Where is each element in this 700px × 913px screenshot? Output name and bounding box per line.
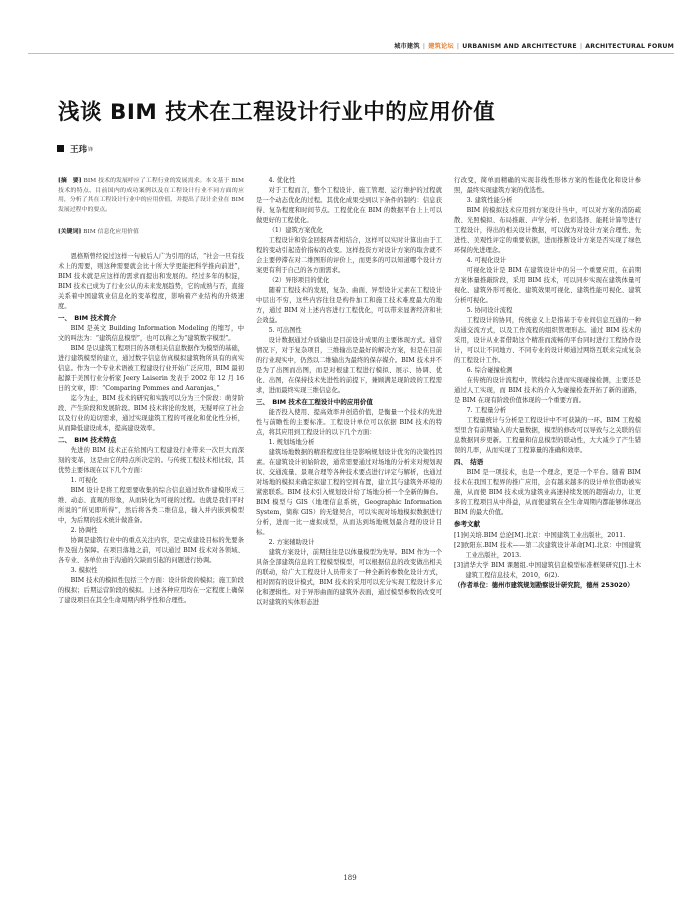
paragraph: 可视化设计是 BIM 在建筑设计中的另一个重要应用，在前期方案体量推敲阶段，采用 BIM 技术，可以同步实现在建筑体量可视化、建筑外形可视化、建筑效果可视化、建筑性能可视化、建筑分析可视化。 (454, 267, 641, 304)
subheading: 3. 建筑性能分析 (466, 197, 513, 204)
section-heading-2: 二、 BIM 技术特点 (58, 435, 117, 444)
paragraph: 工程设计的协同，传统意义上是指基于专业间信息互通的一种沟通交流方式，以及工作流程的组织管理形态。通过 BIM 技术的采用，设计从业者借助这个精准而流畅的平台同时进行工程协作设计，可以让不同地方、不同专业的设计师通过网络互联来完成复杂的工程设计工作。 (454, 317, 641, 364)
paragraph: 在传统的设计流程中，管线综合进而实现碰撞检测，主要还是通过人工实现，而 BIM 技术的介入为碰撞检查开拓了新的道路，是 BIM 在现有阶段价值体现的一个重要方面。 (454, 377, 641, 404)
reference-item: [3]清华大学 BIM 课题组.中国建筑信息模型标准框架研究[J].土木建筑工程信息技术，2010，6(2). (454, 561, 641, 579)
paragraph: 工程设计和资金回报两者相结合，这样可以实时计算出由于工程的变动引起造价指标的改变。这样投资方对设计方案的取舍就不会主要停滞在对二维图形的评价上，而更多的可以知道哪个设计方案更有利于自己的各方面需求。 (256, 237, 442, 274)
header-divider (28, 53, 674, 54)
subheading: （1）建筑方案优化 (268, 227, 323, 234)
paragraph: 设计数据通过介质输出是目前设计成果的主要体现方式。通常情况下，对于复杂项目，三维输出是最好的解决方案，但是在目前的行业现实中，仍然以二维输出为最终的保存媒介。BIM 技术并不是为了出图而出图，而是对根建工程进行模拟、展示、协调、优化、出图，在保持技术先进性的前提下，兼顾满足现阶段的工程需求，进而最终实现三维信息化。 (256, 337, 442, 394)
abstract: [摘 要] BIM 技术的发展呼应了工程行业的发展需求。本文基于 BIM 技术的特点、目前国内的成功案例以及在工程设计行业不同方面的应用，分析了其在工程设计行业中的应用价值，并提出了设计企业在 BIM 发展过程中的要点。 (58, 177, 244, 213)
intro-paragraph: 恩格斯曾经说过这样一句被后人广为引用的话，“社会一旦有技术上的需要，则这种需要就会比十所大学更能把科学推向前进”，BIM 技术就是应这样的需求而提出和发展的。经过多年的积淀，BIM 技术已成为了行业公认的未来发展趋势，它的成熟与否，直接关系着中国建筑业信息化的变革程度，影响着产业结构的升级速度。 (58, 252, 244, 310)
paragraph: BIM 是一项技术，也是一个理念，更是一个平台。随着 BIM 技术在我国工程界的推广应用，会有越来越多的设计单位借助被实施，从而使 BIM 技术成为建筑业高速持续发展的超强动力，让更多的工程项目从中得益，从而使建筑在全生命周期内都能够体现出 BIM 的最大价值。 (454, 469, 641, 517)
reference-item: [2]欧阳东.BIM 技术——第二次建筑设计革命[M].北京：中国建筑工业出版社，2013. (454, 541, 641, 559)
author-note: 锋 (88, 147, 94, 153)
section-heading-3: 三、 BIM 技术在工程设计中的应用价值 (256, 398, 373, 406)
paragraph: 建筑方案设计，前期往往是以体量模型为先导。BIM 作为一个具备全部建筑信息的工程模型模型，可以根据信息的改变做出相关的联动，给广大工程设计人员带来了一种全新的参数化设计方式，相对固有的设计模式，BIM 技术的采用可以充分实现工程设计多元化和逻辑性。对于异形曲面的建筑外表面，通过模型参数的改变可以对建筑的实体形态进 (256, 549, 442, 607)
paragraph: 协调是建筑行业中的重点关注内容，是完成建设目标的先要条件及强力保障。在项目落地之前，可以通过 BIM 技术对各领域、各专业、各单位由于沟通的欠缺而引起的问题进行协调。 (58, 537, 244, 565)
paragraph: BIM 的模拟技术应用到方案设计当中，可以对方案的消防疏散、光照模拟、布局推敲、声学分析、色彩选择、能耗计算等进行工程设计，得出的相关设计数据，可以做为对设计方案合理性、先进性、美观性评定的重要依据，进而推断设计方案是否实现了绿色环保的先进理念。 (454, 207, 641, 254)
page-number: 189 (343, 874, 357, 882)
paragraph: BIM 是英文 Building Information Modeling 的缩写，中文的叫法为：“建筑信息模型”，也可以称之为“建筑数字模型”。 (58, 324, 244, 342)
column-1 (58, 176, 244, 606)
journal-header: 城市建筑 | 建筑论坛 | URBANISM AND ARCHITECTURE | ARCHITECTURAL FORUM (394, 43, 674, 50)
paragraph: 建筑场地数据的精准程度往往是影响规划设计优劣的决策性因素。在建筑设计初始阶段，通常需要通过对场地的分析来对规划现状、交通流量、景观合理等各种技术要点进行评定与解析，也通过对场地的模拟来确定拟建工程的空间布置，建立其与建筑外环境的紧密联系。BIM 技术引入规划设计给了场地分析一个全新的舞台。BIM 模型与 GIS（地理信息系统，Geographic Information System，简称 GIS）的无缝契合，可以实现对场地模拟数据进行分析，进而一比一虚拟成型，从而达到场地规划最合理的设计目标。 (256, 449, 442, 537)
paragraph: BIM 技术的模拟性包括三个方面：设计阶段的模拟；施工阶段的模拟；后期运营阶段的模拟。上述各种应用均在一定程度上确保了建设项目在其全生命周期内科学性和合理性。 (58, 577, 244, 605)
subheading: 4. 优化性 (268, 177, 296, 184)
paragraph: 行改变，简单而精确的实现非线性形体方案的性能优化和设计参照，最终实现建筑方案的优选性。 (454, 177, 641, 194)
paragraph: 先进的 BIM 技术正在给国内工程建设行业带来一次巨大而深刻的变革，这是由它的特点所决定的。与传统工程技术相比较，其优势主要体现在以下几个方面： (58, 447, 244, 475)
subheading: 5. 协同设计流程 (466, 307, 513, 314)
keywords: [关键词] BIM 信息化应用价值 (58, 228, 139, 236)
subheading: 2. 协调性 (70, 527, 98, 535)
subheading: 3. 模拟性 (70, 567, 98, 575)
subheading: 2. 方案辅助设计 (268, 539, 315, 547)
references-title: 参考文献 (454, 520, 480, 529)
header-section-cn: 城市建筑 (394, 43, 420, 50)
paragraph: BIM 设计是将工程需要收集的综合信息通过软件建模形成三维、动态、直观的形象，从而转化为可视的过程。也就是我们平时所说的“所见即所得”，然后将各类二维信息，输入并内嵌到模型中，为后期的技术统计做准备。 (58, 487, 244, 525)
article-title: 浅谈 BIM 技术在工程设计行业中的应用价值 (58, 100, 496, 125)
author-line (57, 143, 93, 155)
author-name: 王玮 (70, 145, 88, 155)
author-square-marker (57, 145, 64, 152)
reference-item: [1]何关培.BIM 总论[M].北京：中国建筑工业出版社，2011. (454, 531, 626, 539)
paragraph: 随着工程技术的发展，复杂、曲面、异型设计元素在工程设计中层出不穷，这些内容往往是构件加工和施工技术难度最大的地方，通过 BIM 对上述内容进行工程优化，可以带来显著经济和社会效益。 (256, 287, 442, 324)
header-accent-cn: 建筑论坛 (428, 43, 454, 50)
subheading: 5. 可出图性 (268, 327, 302, 334)
subheading: 1. 规划场地分析 (268, 439, 315, 447)
column-2 (256, 176, 442, 608)
section-heading-1: 一、 BIM 技术简介 (58, 313, 117, 322)
header-accent-en: ARCHITECTURAL FORUM (585, 43, 674, 50)
section-heading-4: 四、 结语 (454, 458, 484, 466)
paragraph: 迄今为止，BIM 技术的研究和实践可以分为三个阶段：萌芽阶段、产生阶段和发展阶段。BIM 技术将论的发展，无疑呼应了社会以及行业的迫切需求，通过实现建筑工程的可视化和优化性分析，从而降低建设成本，提高建设效率。 (58, 394, 244, 432)
author-affiliation: （作者单位：德州市建筑规划勘察设计研究院，德州 253020） (454, 581, 634, 589)
column-3 (454, 176, 641, 591)
paragraph: 对于工程而言，整个工程设计、施工管理、运行维护的过程就是一个动态优化的过程。其优化成果受到以下条件的制约：信息获得、复杂程度和时间节点。工程优化在 BIM 的数据平台上上可以做更好的工程优化。 (256, 187, 442, 224)
subheading: 7. 工程量分析 (466, 407, 507, 414)
subheading: 1. 可视化 (70, 477, 98, 485)
subheading: 4. 可视化设计 (466, 257, 507, 264)
paragraph: BIM 是以建筑工程项目的各项相关信息数据作为模型的基础，进行建筑模型的建立，通过数字信息仿真模拟建筑物所具有的真实信息。作为一个专业术语被工程建设行业开始广泛应用，BIM 最初起源于美国行业分析家 Jeery Laiserin 发表于 2002 年 12 月 16 日的文章，即：“Comparing Pommes and Aaranjas。” (58, 344, 244, 392)
header-section-en: URBANISM AND ARCHITECTURE (462, 43, 577, 50)
paragraph: 工程量统计与分析是工程设计中不可获缺的一环。BIM 工程模型里含有前期输入的大量数据，模型的修改可以导致与之关联的信息数据同步更新。工程量和信息模型的联动性，大大减少了产生错误的几率，从而实现了工程算量的准确和效率。 (454, 417, 641, 454)
subheading: （2）异形项目的优化 (268, 277, 330, 284)
subheading: 6. 综合碰撞检测 (466, 367, 513, 374)
paragraph: 能否投入使用、提高效率并创造价值，是衡量一个技术的先进性与前瞻性的主要标准。工程设计单位可以依据 BIM 技术的特点，将其应用到工程设计的以下几个方面： (256, 409, 442, 437)
